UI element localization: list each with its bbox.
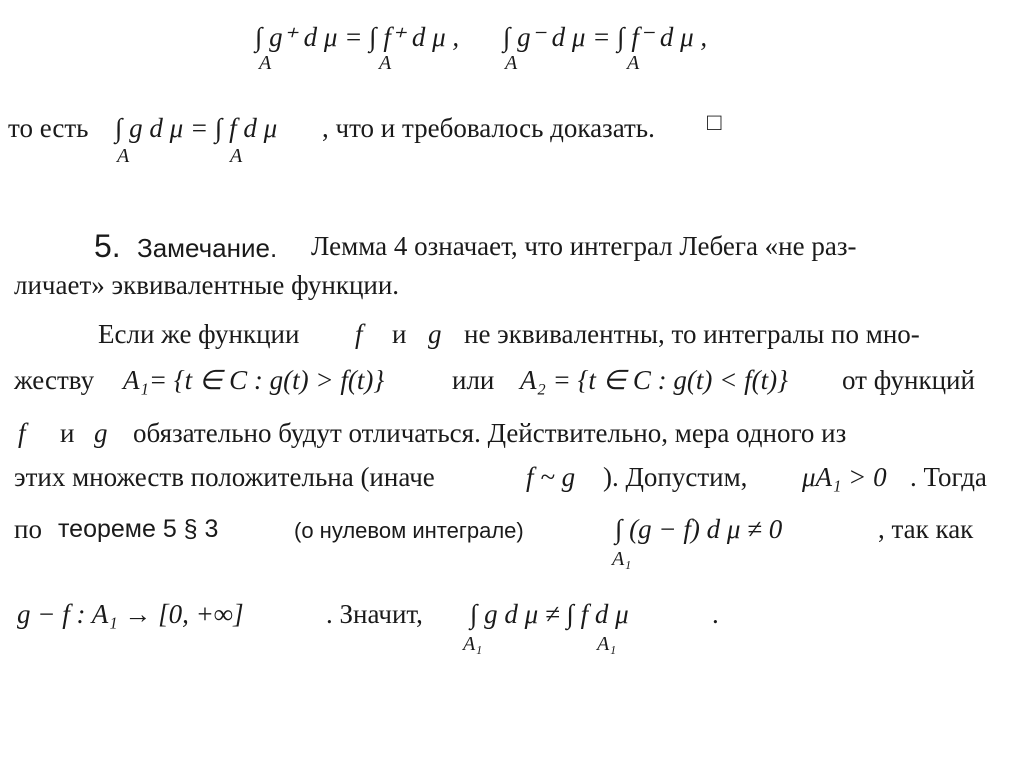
set-A2-definition: A₂ = {t ∈ C : g(t) < f(t)} [520,365,788,395]
subscript-A: A [627,52,640,74]
subscript-A: A [117,145,130,167]
para-line4-suppose: ). Допустим, [603,462,748,492]
symbol-f: f [18,418,26,448]
subscript-A: A [230,145,243,167]
equivalence-f-g: f ~ g [526,462,576,492]
conclusion-tail: , что и требовалось доказать. [322,113,655,143]
formula-integral-equality: ∫ g d μ = ∫ f d μ [115,113,278,143]
mapping-g-minus-f: g − f : A₁ → [0, +∞] [17,599,244,629]
word-and: и [60,418,75,448]
symbol-f: f [355,319,363,349]
subscript-A1: A₁ [597,633,617,655]
remark-line-2: личает» эквивалентные функции. [14,270,400,300]
subscript-A1: A₁ [612,548,632,570]
formula-nonzero-integral: ∫ (g − f) d μ ≠ 0 [615,514,783,544]
remark-line-1: Лемма 4 означает, что интеграл Лебега «не раз- [311,231,857,261]
formula-negative-part: ∫ g⁻ d μ = ∫ f⁻ d μ , [503,22,708,52]
period: . [712,599,719,629]
para-line2-text: жеству [14,365,95,395]
set-A1-definition: A₁= {t ∈ C : g(t) > f(t)} [123,365,385,395]
remark-heading: Замечание. [137,233,278,263]
subscript-A1: A₁ [463,633,483,655]
symbol-g: g [428,319,442,349]
qed-square-icon: □ [707,110,722,136]
para-line1-rest: не эквивалентны, то интегралы по мно- [464,319,920,349]
para-line3-rest: обязательно будут отличаться. Действительно, мера одного из [133,418,847,448]
theorem-reference: теореме 5 § 3 [58,515,219,543]
word-by: по [14,514,42,544]
word-or: или [452,365,495,395]
para-line4-text: этих множеств положительна (иначе [14,462,435,492]
para-line4-then: . Тогда [910,462,987,492]
formula-positive-part: ∫ g⁺ d μ = ∫ f⁺ d μ , [255,22,460,52]
para-line5-since: , так как [878,514,974,544]
subscript-A: A [379,52,392,74]
theorem-name: (о нулевом интеграле) [294,518,524,543]
formula-integrals-differ: ∫ g d μ ≠ ∫ f d μ [470,599,629,629]
para-line2-rest: от функций [842,365,975,395]
word-hence: . Значит, [326,599,423,629]
subscript-A: A [505,52,518,74]
conclusion-lead: то есть [8,113,89,143]
subscript-A: A [259,52,272,74]
measure-A1-positive: μA₁ > 0 [802,462,887,492]
symbol-g: g [94,418,108,448]
remark-number: 5. [94,228,121,264]
para-line1-text: Если же функции [98,319,300,349]
word-and: и [392,319,407,349]
